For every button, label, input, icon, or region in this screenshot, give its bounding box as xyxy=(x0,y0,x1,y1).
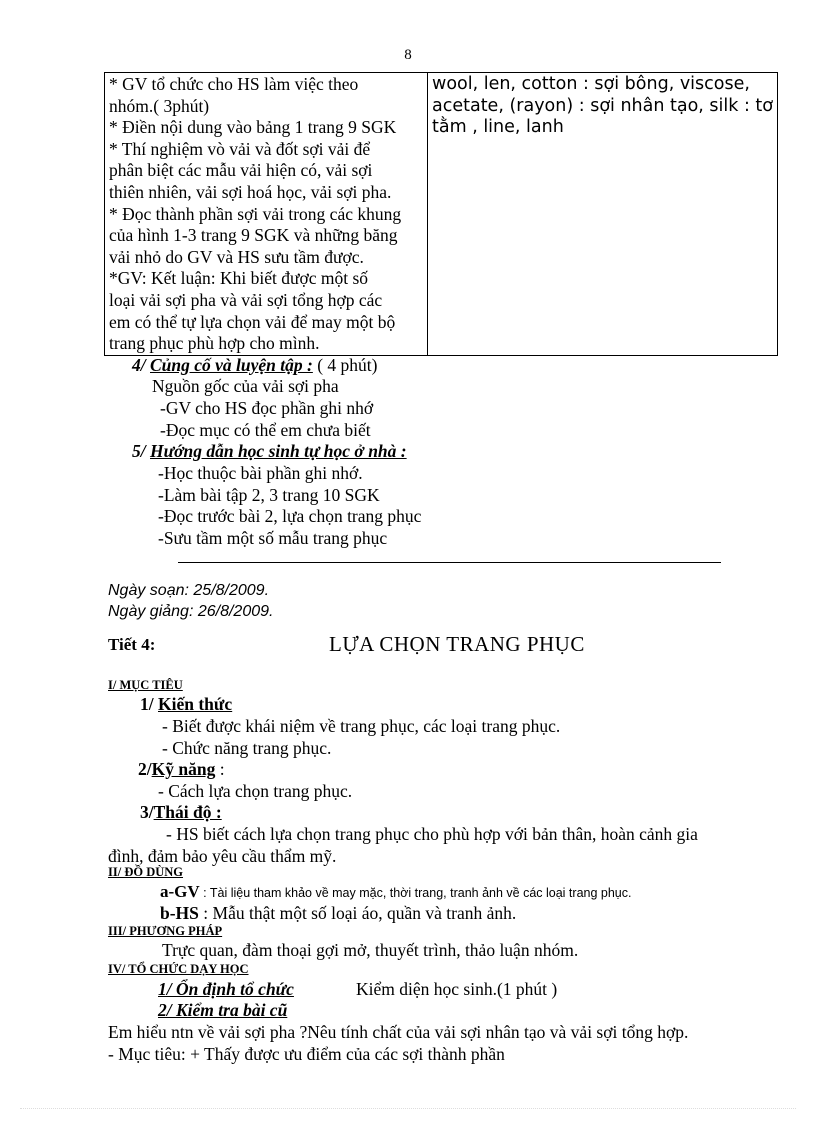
section-4-line: Nguồn gốc của vải sợi pha xyxy=(152,376,339,396)
table-cell-line: trang phục phù hợp cho mình. xyxy=(109,333,320,354)
page-number: 8 xyxy=(404,47,412,63)
skills-line: - Cách lựa chọn trang phục. xyxy=(158,781,353,801)
table-cell-line: acetate, (rayon) : sợi nhân tạo, silk : tơ xyxy=(432,95,773,116)
bottom-border xyxy=(20,1108,796,1109)
teacher-activity-cell xyxy=(105,73,428,356)
table-cell-line: loại vải sợi pha và vải sợi tổng hợp các xyxy=(109,289,383,310)
attitude-line: - HS biết cách lựa chọn trang phục cho phù hợp với bản thân, hoàn cảnh gia xyxy=(166,824,698,844)
knowledge-line: - Biết được khái niệm về trang phục, các loại trang phục. xyxy=(162,716,561,736)
section-heading-materials: II/ ĐỒ DÙNG xyxy=(108,865,184,879)
stabilize-text: Kiểm diện học sinh.(1 phút ) xyxy=(356,979,558,999)
section-4-line: -GV cho HS đọc phần ghi nhớ xyxy=(160,398,374,418)
review-question: Em hiểu ntn về vải sợi pha ?Nêu tính chất của vải sợi nhân tạo và vải sợi tổng hợp. xyxy=(108,1022,689,1042)
skills-heading: 2/Kỹ năng : xyxy=(138,759,225,779)
divider xyxy=(178,562,721,563)
table-cell-line: * GV tổ chức cho HS làm việc theo xyxy=(109,74,359,94)
materials-teacher: a-GV : Tài liệu tham khảo về may mặc, thời trang, tranh ảnh về các loại trang phục. xyxy=(160,882,632,901)
date-prepared: Ngày soạn: 25/8/2009. xyxy=(108,582,270,599)
date-taught: Ngày giảng: 26/8/2009. xyxy=(108,603,274,620)
section-4-line: -Đọc mục có thể em chưa biết xyxy=(160,420,371,440)
table-cell-line: * Đọc thành phần sợi vải trong các khung xyxy=(109,203,402,224)
activity-table xyxy=(104,72,778,356)
attitude-line: đình, đảm bảo yêu cầu thẩm mỹ. xyxy=(108,846,337,866)
knowledge-line: - Chức năng trang phục. xyxy=(162,738,332,758)
table-cell-line: tằm , line, lanh xyxy=(432,117,564,138)
methods-text: Trực quan, đàm thoại gợi mở, thuyết trình, thảo luận nhóm. xyxy=(162,940,579,960)
knowledge-heading: 1/ Kiến thức xyxy=(140,694,233,714)
table-cell-line: em có thể tự lựa chọn vải để may một bộ xyxy=(109,311,396,332)
table-cell-line: * Điền nội dung vào bảng 1 trang 9 SGK xyxy=(109,117,397,138)
table-cell-line: wool, len, cotton : sợi bông, viscose, xyxy=(432,74,750,94)
section-5-line: -Học thuộc bài phần ghi nhớ. xyxy=(158,463,363,483)
section-heading-objectives: I/ MỤC TIÊU xyxy=(108,678,183,692)
review-objective: - Mục tiêu: + Thấy được ưu điểm của các sợi thành phần xyxy=(108,1044,505,1064)
table-cell-line: *GV: Kết luận: Khi biết được một số xyxy=(109,268,369,289)
lesson-label: Tiết 4: xyxy=(108,635,156,654)
table-row xyxy=(105,73,778,356)
review-heading: 2/ Kiểm tra bài cũ xyxy=(158,1000,288,1020)
section-5-line: -Làm bài tập 2, 3 trang 10 SGK xyxy=(158,485,380,505)
content-cell xyxy=(428,73,778,356)
table-cell-line: * Thí nghiệm vò vải và đốt sợi vải để xyxy=(109,138,371,159)
section-heading-organization: IV/ TỔ CHỨC DẠY HỌC xyxy=(108,962,249,976)
lesson-title: LỰA CHỌN TRANG PHỤC xyxy=(329,632,585,656)
attitude-heading: 3/Thái độ : xyxy=(140,802,222,822)
section-5-line: -Đọc trước bài 2, lựa chọn trang phục xyxy=(158,506,422,526)
table-cell-line: vải nhỏ do GV và HS sưu tầm được. xyxy=(109,246,364,267)
section-heading-methods: III/ PHƯƠNG PHÁP xyxy=(108,924,223,938)
stabilize-heading: 1/ Ổn định tổ chức xyxy=(158,979,294,999)
section-5-line: -Sưu tầm một số mẫu trang phục xyxy=(158,528,388,548)
table-cell-line: phân biệt các mẫu vải hiện có, vải sợi xyxy=(109,160,373,181)
section-4-heading: 4/ Củng cố và luyện tập : ( 4 phút) xyxy=(132,355,378,375)
table-cell-line: của hình 1-3 trang 9 SGK và những băng xyxy=(109,225,398,246)
table-cell-line: thiên nhiên, vải sợi hoá học, vải sợi pha. xyxy=(109,181,392,202)
table-cell-line: nhóm.( 3phút) xyxy=(109,95,210,116)
materials-students: b-HS : Mẫu thật một số loại áo, quần và tranh ảnh. xyxy=(160,903,517,923)
section-5-heading: 5/ Hướng dẫn học sinh tự học ở nhà : xyxy=(132,441,407,461)
